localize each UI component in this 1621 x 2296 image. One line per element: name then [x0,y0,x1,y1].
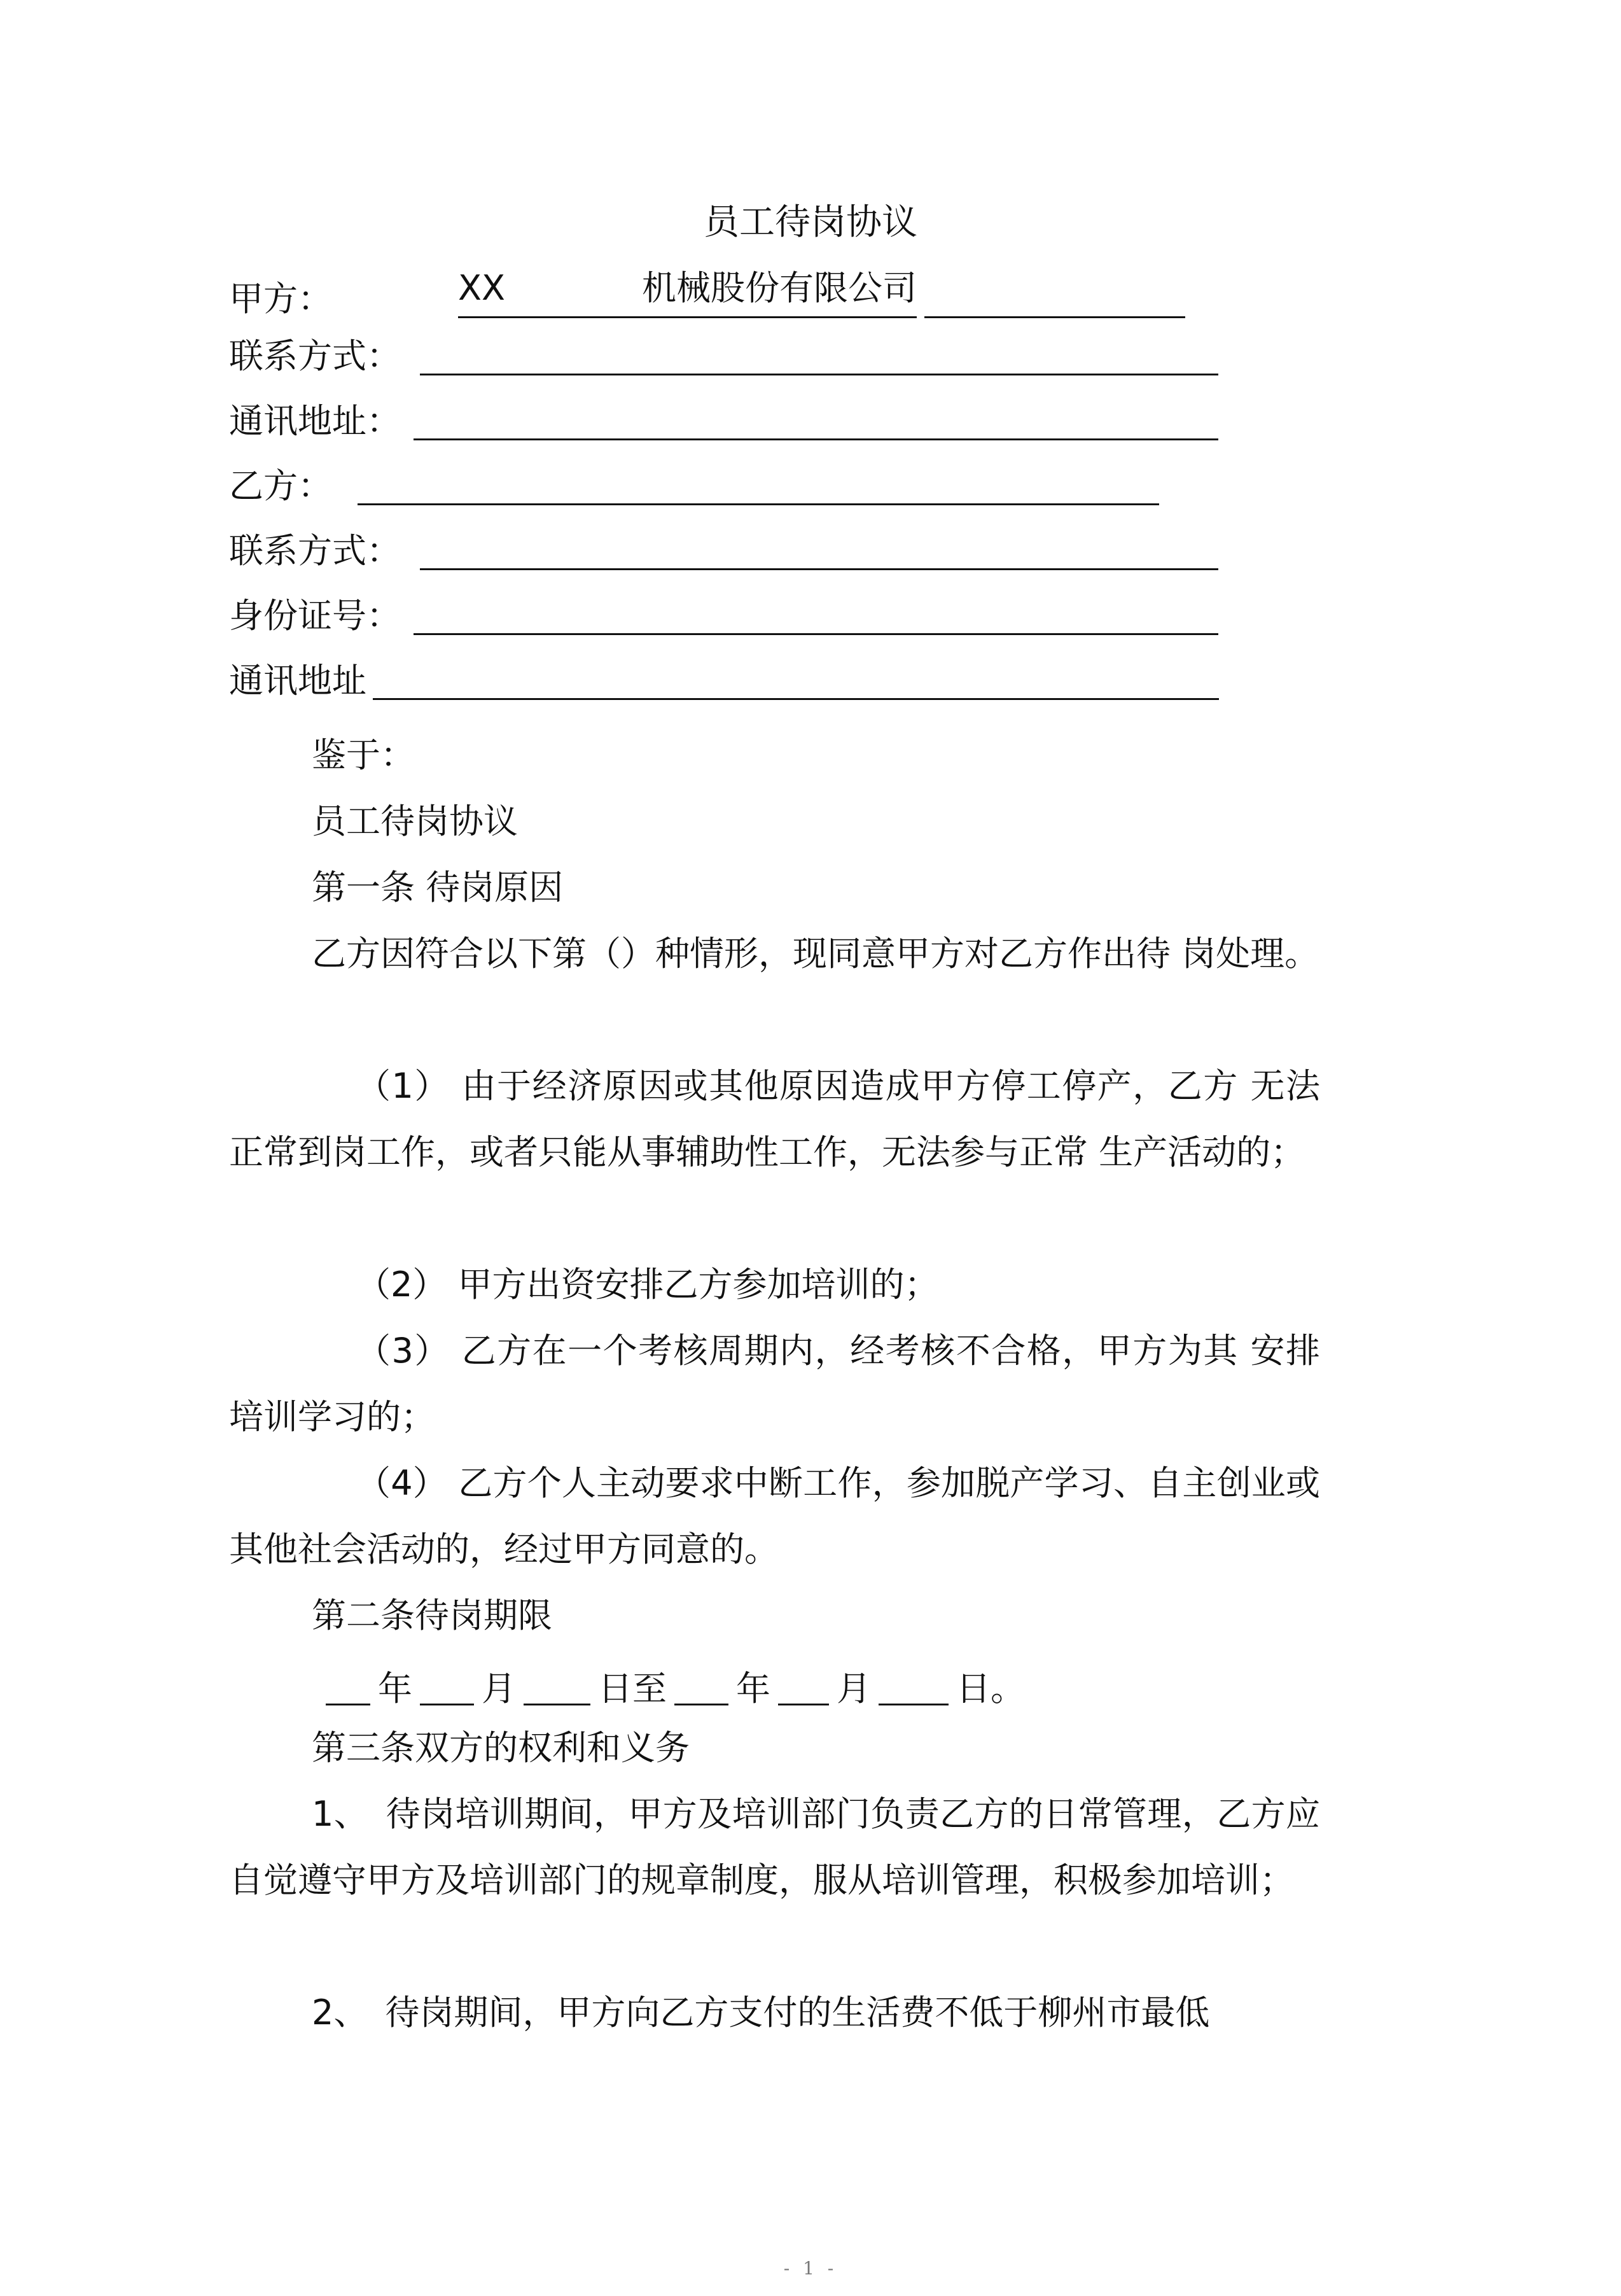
date-unit: 月 [837,1669,871,1709]
end-month-blank[interactable] [778,1664,829,1705]
party-b-id-field[interactable] [414,589,1218,635]
date-unit: 日。 [956,1669,1025,1709]
party-a-contact-row [229,325,1247,382]
article3-heading: 第三条双方的权利和义务 [312,1728,690,1768]
field-label: 联系方式： [229,336,401,376]
party-a-contact-field[interactable] [420,329,1218,375]
party-a-tail-line [924,272,1185,318]
party-a-prefix: XX [458,268,505,308]
party-b-id-row [229,584,1247,641]
field-label: 身份证号： [229,596,401,636]
party-a-address-field[interactable] [414,394,1218,440]
party-a-address-row [229,389,1247,447]
party-b-address-row [229,649,1247,706]
article3-item-1: 1、 待岗培训期间，甲方及培训部门负责乙方的日常管理，乙方应自觉遵守甲方及培训部门的规章制度，服从培训管理，积极参加培训； [229,1794,1320,1900]
start-year-blank[interactable] [326,1664,370,1705]
article1-item-2: （2） 甲方出资安排乙方参加培训的； [356,1264,939,1305]
party-b-address-field[interactable] [373,654,1219,700]
party-a-row: 甲方： XX 机械股份有限公司 [229,267,1247,325]
start-day-blank[interactable] [524,1664,590,1705]
subtitle-text: 员工待岗协议 [312,801,518,841]
party-b-row [229,454,1247,512]
field-label: 通讯地址： [229,401,401,441]
date-unit: 日至 [598,1669,667,1709]
article1-item-3: （3） 乙方在一个考核周期内，经考核不合格，甲方为其 安排培训学习的； [229,1331,1320,1437]
article1-item-4: （4） 乙方个人主动要求中断工作，参加脱产学习、自主创业或其他社会活动的，经过甲方同意的。 [229,1463,1320,1569]
page-number: - 1 - [783,2258,838,2279]
document-title: 员工待岗协议 [704,202,917,243]
date-unit: 月 [482,1669,516,1709]
date-unit: 年 [736,1669,770,1709]
start-month-blank[interactable] [420,1664,474,1705]
field-label: 乙方： [229,466,332,506]
party-b-contact-field[interactable] [420,524,1218,570]
article1-intro: 乙方因符合以下第（）种情形，现同意甲方对乙方作出待 岗处理。 [312,934,1319,974]
period-date-row [318,1648,1025,1714]
field-label: 联系方式： [229,531,401,571]
field-label: 通讯地址 [229,661,366,701]
article2-heading: 第二条待岗期限 [312,1595,552,1635]
article1-item-1: （1） 由于经济原因或其他原因造成甲方停工停产，乙方 无法正常到岗工作，或者只能从事辅助性工作，无法参与正常 生产活动的； [229,1066,1320,1172]
end-day-blank[interactable] [879,1664,949,1705]
article1-heading: 第一条 待岗原因 [312,867,564,907]
whereas-text: 鉴于： [312,735,415,775]
end-year-blank[interactable] [674,1664,728,1705]
date-unit: 年 [378,1669,412,1709]
party-b-contact-row [229,519,1247,577]
article3-item-2: 2、 待岗期间，甲方向乙方支付的生活费不低于柳州市最低 [312,1992,1210,2033]
party-a-name-field[interactable] [458,265,917,318]
party-a-company: 机械股份有限公司 [642,268,917,308]
party-b-name-field[interactable] [358,459,1159,505]
